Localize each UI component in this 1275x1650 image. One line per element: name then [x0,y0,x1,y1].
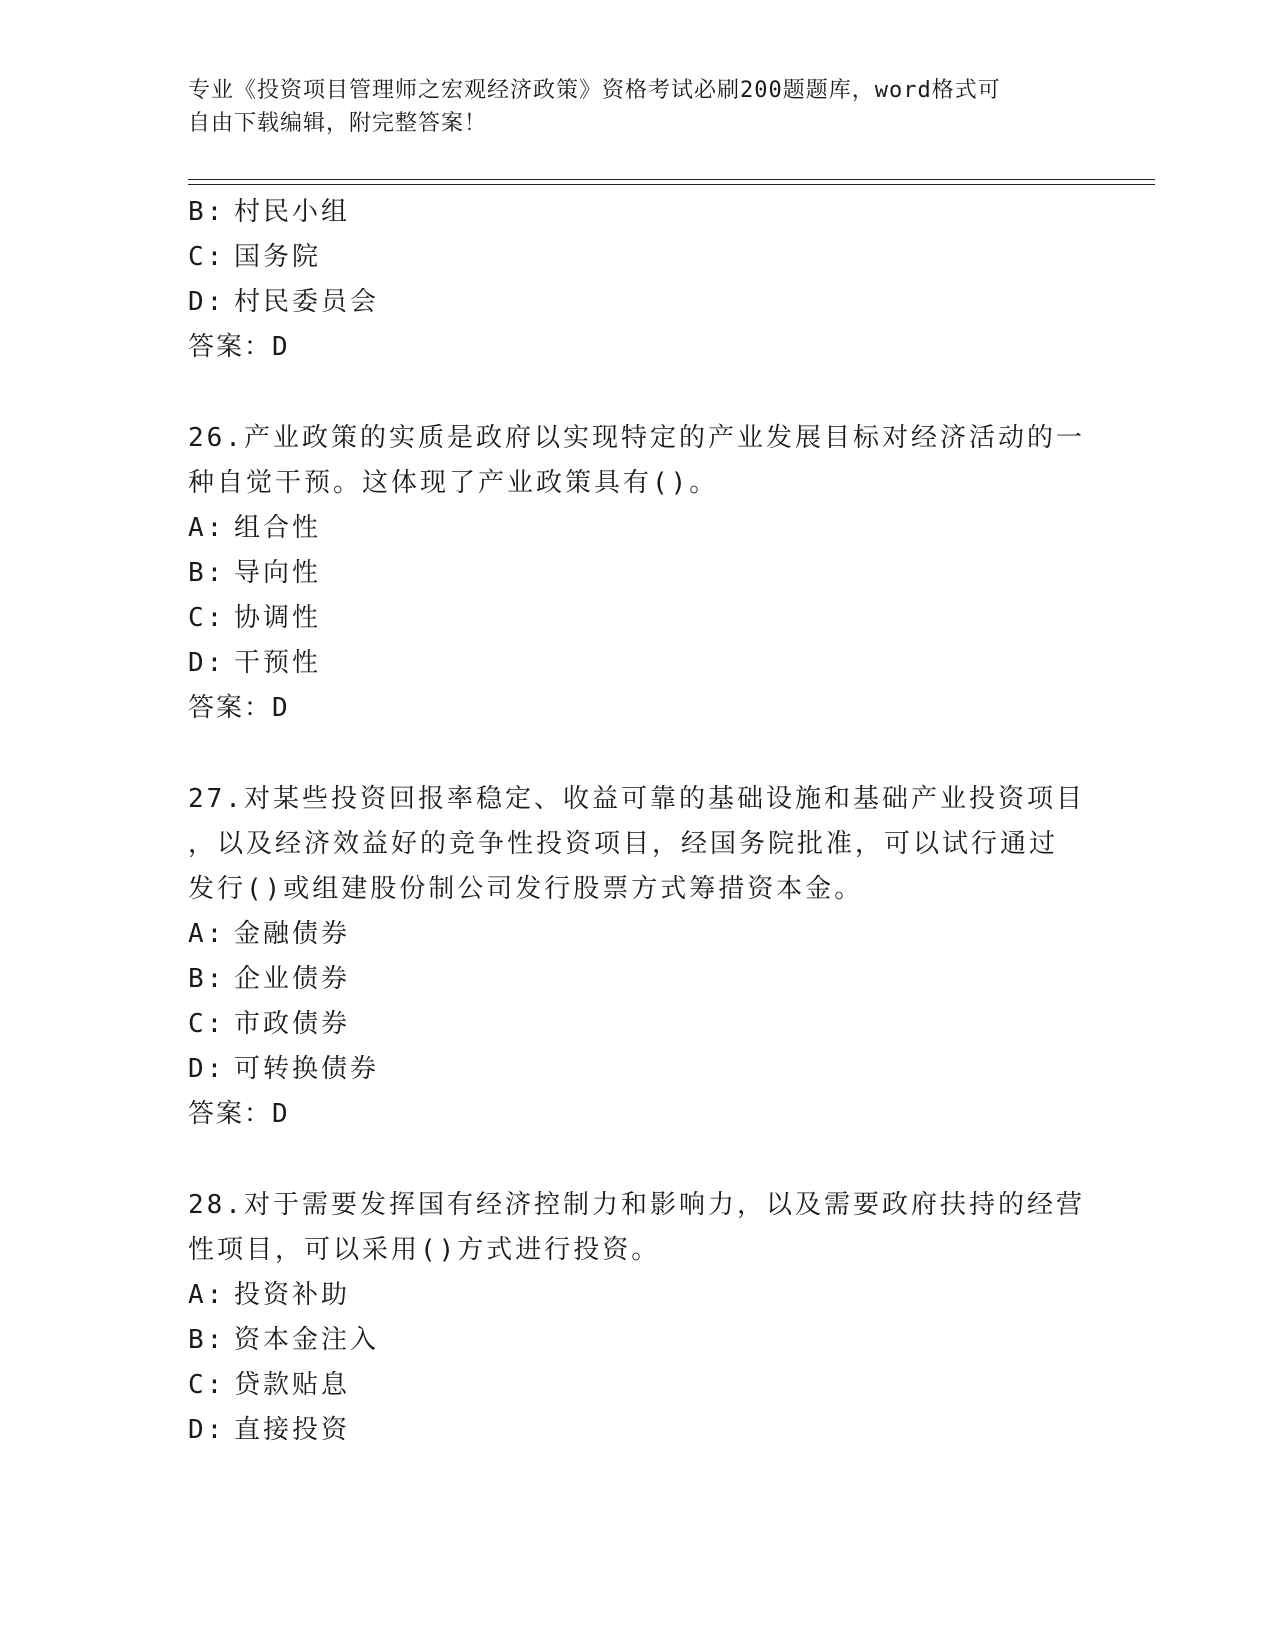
question-28 [188,1183,1085,1453]
header-line-1: 专业《投资项目管理师之宏观经济政策》资格考试必刷200题题库，word格式可 [188,78,1001,103]
header-rule-top [188,179,1155,180]
question-text-line: 性项目，可以采用()方式进行投资。 [188,1235,661,1265]
option-d: D: 直接投资 [188,1415,351,1445]
option-c: C: 协调性 [188,603,322,633]
question-text-line: 种自觉干预。这体现了产业政策具有()。 [188,468,719,498]
option-b: B: 导向性 [188,558,322,588]
question-text-line: ，以及经济效益好的竞争性投资项目，经国务院批准，可以试行通过 [188,829,1059,859]
document-header [188,74,1068,140]
question-27 [188,777,1085,1137]
question-text-line: 28.对于需要发挥国有经济控制力和影响力，以及需要政府扶持的经营 [188,1190,1085,1220]
option-b: B: 企业债券 [188,964,351,994]
option-a: A: 组合性 [188,513,322,543]
option-a: A: 投资补助 [188,1280,351,1310]
question-content [188,190,1085,1453]
answer: 答案：D [188,693,290,723]
question-25 [188,190,1078,370]
option-b: B: 资本金注入 [188,1325,380,1355]
header-rule-bottom [188,184,1155,185]
question-26 [188,416,1085,731]
option-c: C: 贷款贴息 [188,1370,351,1400]
option-d: D: 干预性 [188,648,322,678]
question-text-line: 27.对某些投资回报率稳定、收益可靠的基础设施和基础产业投资项目 [188,784,1085,814]
answer: 答案：D [188,332,290,362]
question-text-line: 26.产业政策的实质是政府以实现特定的产业发展目标对经济活动的一 [188,423,1085,453]
option-d: D: 可转换债券 [188,1054,380,1084]
option-b: B: 村民小组 [188,197,351,227]
question-text-line: 发行()或组建股份制公司发行股票方式筹措资本金。 [188,874,864,904]
option-c: C: 国务院 [188,242,322,272]
answer: 答案：D [188,1099,290,1129]
option-c: C: 市政债券 [188,1009,351,1039]
option-a: A: 金融债券 [188,919,351,949]
header-line-2: 自由下载编辑，附完整答案！ [188,111,488,136]
option-d: D: 村民委员会 [188,287,380,317]
